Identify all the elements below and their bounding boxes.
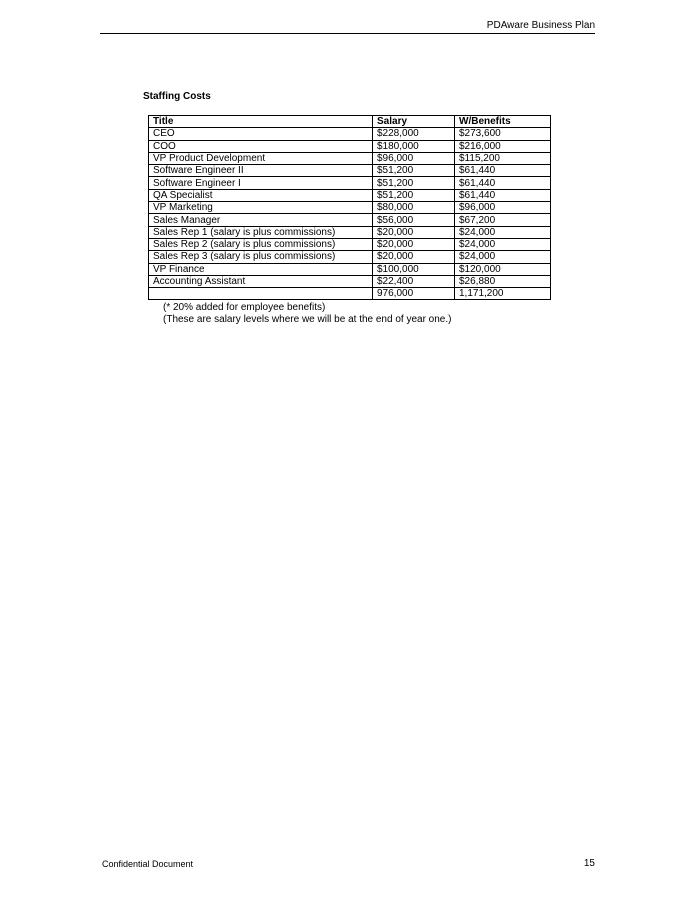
cell-salary: $56,000 <box>373 214 455 226</box>
cell-total-label <box>149 288 373 300</box>
cell-salary: $228,000 <box>373 128 455 140</box>
column-header-title: Title <box>149 116 373 128</box>
cell-title: CEO <box>149 128 373 140</box>
table-notes <box>163 302 451 326</box>
cell-with-benefits: $120,000 <box>455 263 551 275</box>
cell-with-benefits: $67,200 <box>455 214 551 226</box>
table-row <box>149 263 551 275</box>
cell-salary: $51,200 <box>373 189 455 201</box>
column-header-salary: Salary <box>373 116 455 128</box>
cell-title: Accounting Assistant <box>149 275 373 287</box>
table-row <box>149 128 551 140</box>
cell-with-benefits: $96,000 <box>455 202 551 214</box>
table-row <box>149 140 551 152</box>
cell-with-benefits: $24,000 <box>455 251 551 263</box>
cell-salary: $20,000 <box>373 238 455 250</box>
table-row <box>149 202 551 214</box>
column-header-with-benefits: W/Benefits <box>455 116 551 128</box>
cell-total-with-benefits: 1,171,200 <box>455 288 551 300</box>
page-number: 15 <box>583 858 595 869</box>
staffing-costs-table <box>148 115 551 300</box>
cell-with-benefits: $216,000 <box>455 140 551 152</box>
cell-with-benefits: $115,200 <box>455 152 551 164</box>
cell-salary: $22,400 <box>373 275 455 287</box>
cell-title: VP Marketing <box>149 202 373 214</box>
cell-with-benefits: $26,880 <box>455 275 551 287</box>
benefits-note: (* 20% added for employee benefits) <box>163 302 326 313</box>
table-row <box>149 177 551 189</box>
cell-salary: $100,000 <box>373 263 455 275</box>
table-row <box>149 189 551 201</box>
cell-salary: $20,000 <box>373 226 455 238</box>
cell-total-salary: 976,000 <box>373 288 455 300</box>
page-header <box>100 18 595 34</box>
cell-title: Sales Rep 2 (salary is plus commissions) <box>149 238 373 250</box>
document-title: PDAware Business Plan <box>486 20 595 31</box>
salary-levels-note: (These are salary levels where we will be at the end of year one.) <box>163 314 452 325</box>
table-total-row <box>149 288 551 300</box>
cell-with-benefits: $61,440 <box>455 189 551 201</box>
table-row <box>149 165 551 177</box>
cell-title: QA Specialist <box>149 189 373 201</box>
cell-salary: $180,000 <box>373 140 455 152</box>
cell-title: Software Engineer II <box>149 165 373 177</box>
cell-title: COO <box>149 140 373 152</box>
cell-title: VP Product Development <box>149 152 373 164</box>
cell-salary: $96,000 <box>373 152 455 164</box>
cell-title: Sales Rep 1 (salary is plus commissions) <box>149 226 373 238</box>
table-row <box>149 214 551 226</box>
cell-salary: $51,200 <box>373 177 455 189</box>
cell-with-benefits: $24,000 <box>455 226 551 238</box>
cell-with-benefits: $61,440 <box>455 165 551 177</box>
cell-salary: $80,000 <box>373 202 455 214</box>
table-row <box>149 275 551 287</box>
table-header-row <box>149 116 551 128</box>
cell-salary: $51,200 <box>373 165 455 177</box>
cell-title: Sales Manager <box>149 214 373 226</box>
footer-confidential-label: Confidential Document <box>102 859 194 869</box>
section-title: Staffing Costs <box>143 91 211 102</box>
cell-title: VP Finance <box>149 263 373 275</box>
cell-with-benefits: $24,000 <box>455 238 551 250</box>
cell-title: Sales Rep 3 (salary is plus commissions) <box>149 251 373 263</box>
cell-salary: $20,000 <box>373 251 455 263</box>
cell-with-benefits: $273,600 <box>455 128 551 140</box>
table-row <box>149 251 551 263</box>
cell-with-benefits: $61,440 <box>455 177 551 189</box>
table-row <box>149 226 551 238</box>
table-row <box>149 238 551 250</box>
table-row <box>149 152 551 164</box>
cell-title: Software Engineer I <box>149 177 373 189</box>
